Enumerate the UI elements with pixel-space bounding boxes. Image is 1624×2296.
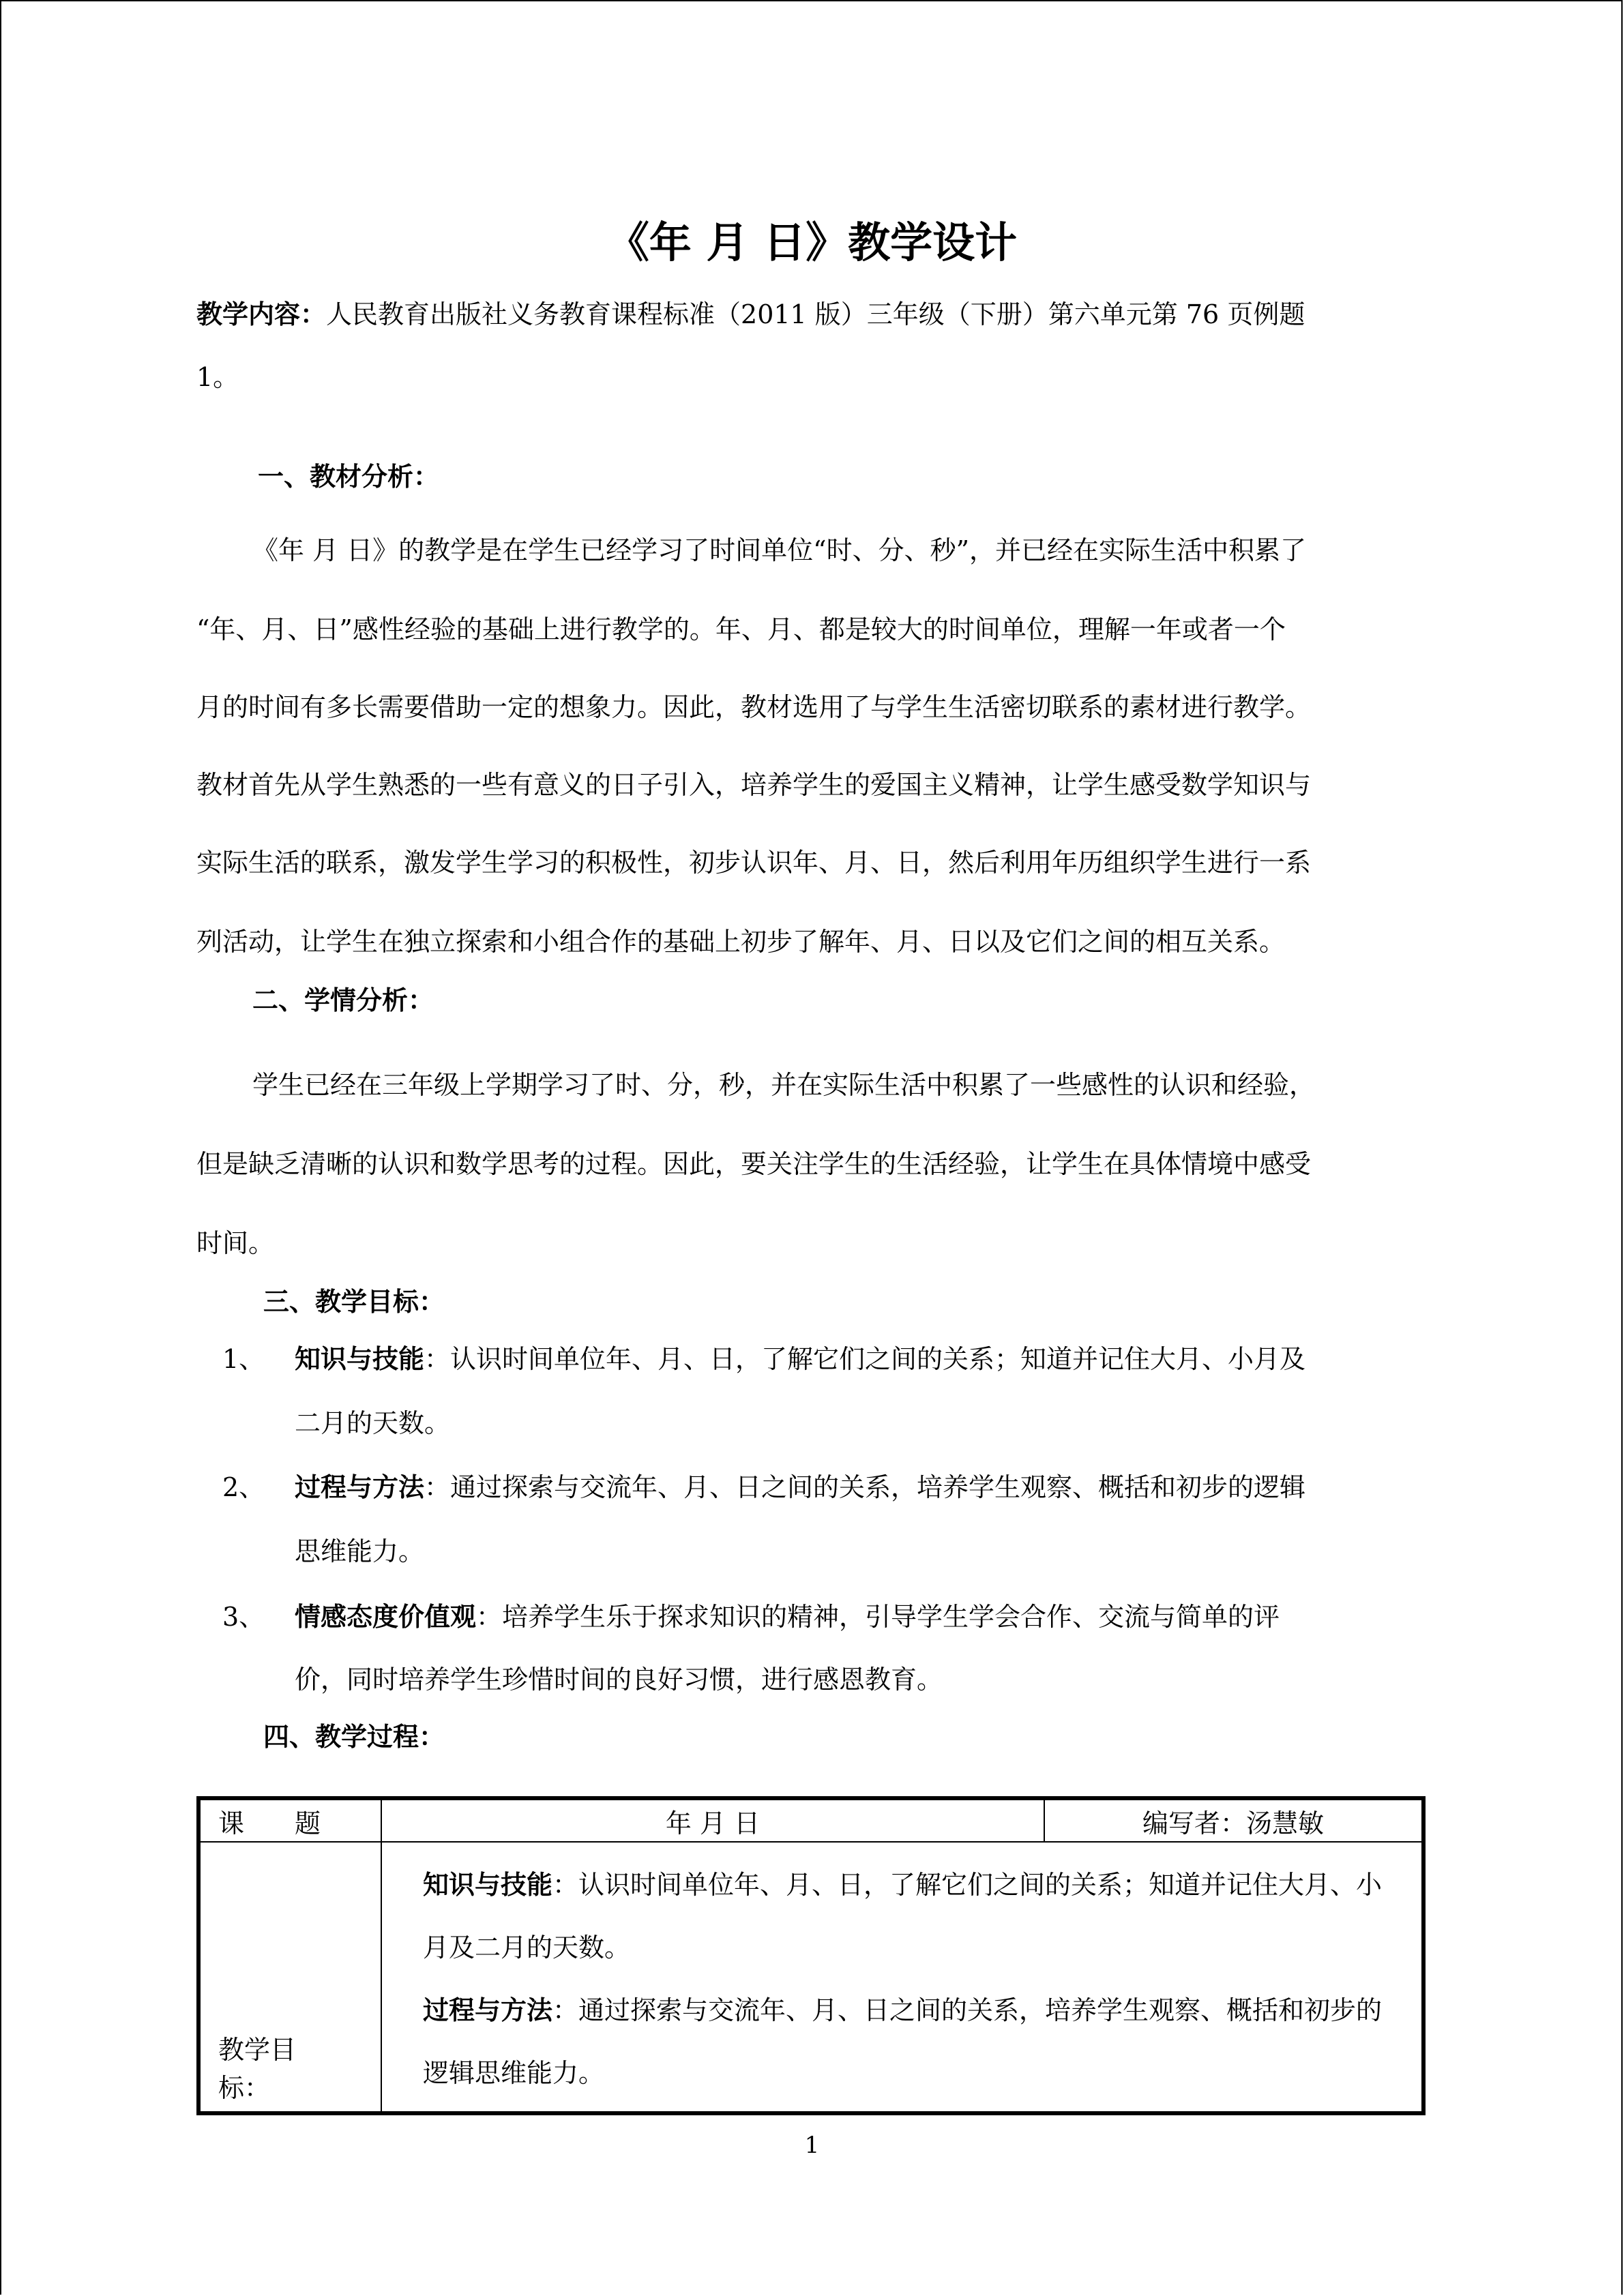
section4-heading: 四、教学过程：	[263, 1721, 445, 1752]
section1-line: 《年 月 日》的教学是在学生已经学习了时间单位“时、分、秒”，并已经在实际生活中积累了	[252, 535, 1307, 565]
goals-label-line1: 教学目	[218, 2035, 297, 2065]
section2-line: 学生已经在三年级上学期学习了时、分，秒，并在实际生活中积累了一些感性的认识和经验，	[252, 1070, 1316, 1100]
topic-label-a: 课	[218, 1808, 245, 1838]
table-goal-text: ：通过探索与交流年、月、日之间的关系，培养学生观察、概括和初步的逻辑思维能力。	[423, 1995, 1383, 2088]
goal-text: ：认识时间单位年、月、日，了解它们之间的关系；知道并记住大月、小月及	[424, 1344, 1306, 1374]
table-goal-label: 过程与方法	[423, 1995, 553, 2025]
section2-line: 时间。	[196, 1228, 275, 1258]
section1-line: 教材首先从学生熟悉的一些有意义的日子引入，培养学生的爱国主义精神，让学生感受数学知识与	[196, 770, 1312, 800]
topic-label-b: 题	[294, 1808, 321, 1838]
lesson-table	[196, 1796, 1426, 2115]
goal-number: 2、	[222, 1472, 265, 1502]
section1-heading: 一、教材分析：	[258, 461, 440, 492]
table-row	[198, 1842, 1423, 2113]
goals-label-cell	[198, 1842, 381, 2113]
section1-line: “年、月、日”感性经验的基础上进行教学的。年、月、都是较大的时间单位，理解一年或者一个	[196, 614, 1286, 644]
goal-line	[295, 1470, 1305, 1504]
teaching-content-label: 教学内容：	[196, 299, 327, 329]
page-number: 1	[804, 2132, 820, 2159]
topic-cell: 年 月 日	[381, 1798, 1044, 1842]
goal-number: 1、	[222, 1344, 265, 1374]
section1-line: 月的时间有多长需要借助一定的想象力。因此，教材选用了与学生生活密切联系的素材进行教学。	[196, 692, 1312, 722]
goal-line: 价，同时培养学生珍惜时间的良好习惯，进行感恩教育。	[295, 1665, 943, 1695]
goal-line	[295, 1342, 1305, 1376]
goal-line: 二月的天数。	[295, 1408, 451, 1438]
goal-text: ：通过探索与交流年、月、日之间的关系，培养学生观察、概括和初步的逻辑	[424, 1472, 1306, 1502]
goals-content-cell	[381, 1842, 1423, 2113]
goal-line: 思维能力。	[295, 1536, 425, 1566]
goal-label: 情感态度价值观	[295, 1601, 477, 1632]
page-title: 《年 月 日》教学设计	[606, 218, 1018, 267]
table-goal	[423, 1853, 1408, 1979]
goal-text: ：培养学生乐于探求知识的精神，引导学生学会合作、交流与简单的评	[476, 1602, 1280, 1632]
goal-label: 知识与技能	[295, 1343, 425, 1374]
section1-line: 实际生活的联系，激发学生学习的积极性，初步认识年、月、日，然后利用年历组织学生进行一系	[196, 848, 1312, 878]
goal-number: 3、	[222, 1602, 265, 1632]
table-goal-text: ：认识时间单位年、月、日，了解它们之间的关系；知道并记住大月、小月及二月的天数。	[423, 1870, 1383, 1963]
goal-line	[295, 1600, 1280, 1634]
teaching-content-line2: 1。	[196, 362, 239, 392]
author-cell: 编写者：汤慧敏	[1044, 1798, 1423, 1842]
table-goal	[423, 1979, 1408, 2104]
topic-label-cell	[198, 1798, 381, 1842]
goals-label-line2: 标：	[218, 2073, 271, 2103]
goal-label: 过程与方法	[295, 1472, 425, 1502]
teaching-content-text: 人民教育出版社义务教育课程标准（2011 版）三年级（下册）第六单元第 76 页例题	[326, 299, 1305, 329]
section3-heading: 三、教学目标：	[263, 1286, 445, 1317]
teaching-content-line1	[196, 297, 1305, 331]
table-goal-label: 知识与技能	[423, 1869, 553, 1900]
section1-line: 列活动，让学生在独立探索和小组合作的基础上初步了解年、月、日以及它们之间的相互关系。	[196, 927, 1286, 957]
section2-line: 但是缺乏清晰的认识和数学思考的过程。因此，要关注学生的生活经验，让学生在具体情境中感受	[196, 1149, 1312, 1179]
table-row	[198, 1798, 1423, 1842]
section2-heading: 二、学情分析：	[252, 985, 434, 1015]
